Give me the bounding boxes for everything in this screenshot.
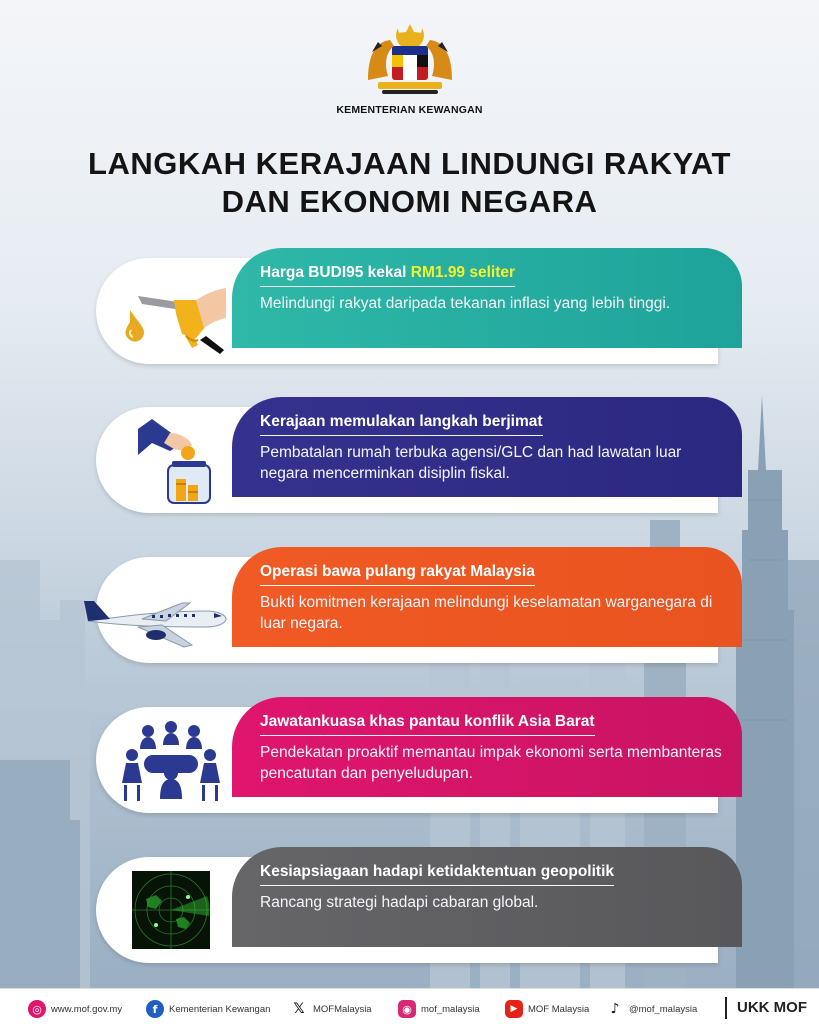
footer-bar bbox=[0, 988, 819, 1024]
card-heading: Kesiapsiagaan hadapi ketidaktentuan geopolitik bbox=[260, 863, 614, 886]
card-fuel-price bbox=[96, 248, 742, 364]
youtube-text: MOF Malaysia bbox=[528, 1003, 590, 1015]
ministry-name: KEMENTERIAN KEWANGAN bbox=[336, 104, 483, 116]
footer-tiktok-link[interactable] bbox=[606, 999, 697, 1019]
youtube-icon: ▶ bbox=[505, 1000, 523, 1018]
malaysia-coat-of-arms-icon bbox=[358, 22, 462, 100]
card-band bbox=[232, 847, 742, 947]
instagram-icon: ◉ bbox=[398, 1000, 416, 1018]
card-austerity bbox=[96, 397, 742, 513]
coin-jar-icon bbox=[116, 419, 226, 505]
footer-brand: UKK MOF bbox=[725, 997, 807, 1019]
price-highlight: RM1.99 seliter bbox=[410, 264, 516, 281]
card-heading: Kerajaan memulakan langkah berjimat bbox=[260, 413, 543, 436]
x-text: MOFMalaysia bbox=[313, 1003, 372, 1015]
footer-website-link[interactable] bbox=[28, 999, 122, 1019]
radar-icon bbox=[116, 869, 226, 955]
card-repatriation bbox=[96, 547, 742, 663]
footer-facebook-link[interactable] bbox=[146, 999, 270, 1019]
card-description: Rancang strategi hadapi cabaran global. bbox=[260, 894, 539, 911]
card-band bbox=[232, 697, 742, 797]
airplane-icon bbox=[82, 569, 232, 655]
globe-icon: ◎ bbox=[28, 1000, 46, 1018]
card-description: Bukti komitmen kerajaan melindungi keselamatan warganegara di luar negara. bbox=[260, 594, 713, 632]
fuel-nozzle-icon bbox=[116, 270, 226, 356]
facebook-icon: f bbox=[146, 1000, 164, 1018]
tiktok-text: @mof_malaysia bbox=[629, 1003, 698, 1015]
heading-text: Harga BUDI95 kekal bbox=[260, 264, 411, 281]
card-description: Pembatalan rumah terbuka agensi/GLC dan had lawatan luar negara mencerminkan disiplin fiskal. bbox=[260, 444, 682, 482]
card-band bbox=[232, 397, 742, 497]
footer-x-link[interactable] bbox=[290, 999, 372, 1019]
tiktok-icon: ♪ bbox=[606, 1000, 624, 1018]
card-committee bbox=[96, 697, 742, 813]
card-description: Pendekatan proaktif memantau impak ekonomi serta membanteras pencatutan dan penyeludupan. bbox=[260, 744, 722, 782]
x-icon: 𝕏 bbox=[290, 1000, 308, 1018]
page-title-line-2: DAN EKONOMI NEGARA bbox=[221, 184, 598, 219]
card-heading bbox=[260, 264, 515, 287]
card-band bbox=[232, 547, 742, 647]
footer-youtube-link[interactable] bbox=[505, 999, 589, 1019]
card-heading: Operasi bawa pulang rakyat Malaysia bbox=[260, 563, 535, 586]
meeting-icon bbox=[116, 719, 226, 805]
card-description: Melindungi rakyat daripada tekanan inflasi yang lebih tinggi. bbox=[260, 295, 671, 312]
facebook-text: Kementerian Kewangan bbox=[169, 1003, 271, 1015]
card-band bbox=[232, 248, 742, 348]
footer-instagram-link[interactable] bbox=[398, 999, 480, 1019]
page-title-line-1: LANGKAH KERAJAAN LINDUNGI RAKYAT bbox=[88, 146, 731, 181]
website-text: www.mof.gov.my bbox=[51, 1003, 123, 1015]
instagram-text: mof_malaysia bbox=[421, 1003, 480, 1015]
card-heading: Jawatankuasa khas pantau konflik Asia Barat bbox=[260, 713, 595, 736]
card-geopolitics bbox=[96, 847, 742, 963]
